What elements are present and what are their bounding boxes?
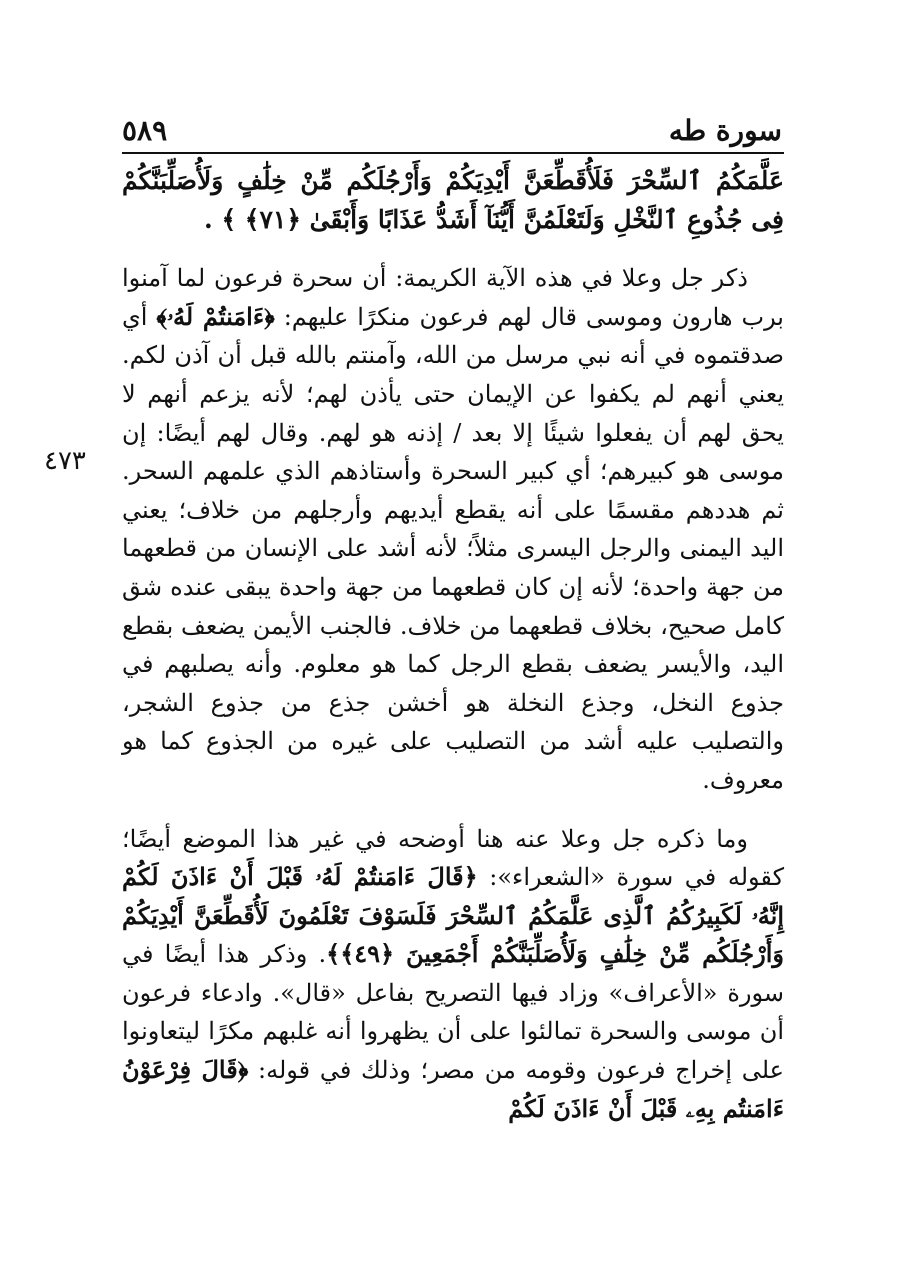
quran-verse-top: عَلَّمَكُمُ ٱلسِّحْرَ فَلَأُقَطِّعَنَّ أَيْدِيَكُمْ وَأَرْجُلَكُم مِّنْ خِلَٰفٍ وَلَأُصَلِّبَنَّكُمْ فِى جُذُوعِ ٱلنَّخْلِ وَلَتَعْلَمُنَّ أَيُّنَآ أَشَدُّ عَذَابًا وَأَبْقَىٰ ﴿٧١﴾ ﴾ . xyxy=(122,166,784,234)
paragraph-1-text-a: ذكر جل وعلا في هذه الآية الكريمة: أن سحرة فرعون لما آمنوا برب هارون وموسى قال لهم فرعون منكرًا عليهم: xyxy=(122,264,784,331)
page-body xyxy=(122,162,784,1128)
paragraph-1-text-b: أي صدقتموه في أنه نبي مرسل من الله، وآمنتم بالله قبل أن آذن لكم. يعني أنهم لم يكفوا عن الإيمان حتى يأذن لهم؛ لأنه يزعم أنهم لا يحق لهم أن يفعلوا شيئًا إلا بعد / إذنه هو لهم. وقال لهم أيضًا: إن موسى هو كبيرهم؛ أي كبير السحرة وأستاذهم الذي علمهم السحر. ثم هددهم مقسمًا على أنه يقطع أيديهم وأرجلهم من خلاف؛ يعني اليد اليمنى والرجل اليسرى مثلاً؛ لأنه أشد على الإنسان من قطعهما من جهة واحدة؛ لأنه إن كان قطعهما من جهة واحدة يبقى عنده شق كامل صحيح، بخلاف قطعهما من خلاف. فالجنب الأيمن يضعف بقطع اليد، والأيسر يضعف بقطع الرجل كما هو معلوم. وأنه يصلبهم في جذوع النخل، وجذع النخلة هو أخشن جذع من جذوع الشجر، والتصليب عليه أشد من التصليب على غيره من الجذوع كما هو معروف. xyxy=(122,302,785,794)
paragraph-gap xyxy=(122,800,784,820)
paragraph-gap xyxy=(122,239,784,259)
paragraph-2-quran-quote-1: ﴿قَالَ ءَامَنتُمْ لَهُۥ قَبْلَ أَنْ ءَاذَنَ لَكُمْ إِنَّهُۥ لَكَبِيرُكُمُ ٱلَّذِى عَلَّمَكُمُ ٱلسِّحْرَ فَلَسَوْفَ تَعْلَمُونَ لَأُقَطِّعَنَّ أَيْدِيَكُمْ وَأَرْجُلَكُم مِّنْ خِلَٰفٍ وَلَأُصَلِّبَنَّكُمْ أَجْمَعِينَ ﴿٤٩﴾﴾ xyxy=(122,862,784,969)
surah-title: سورة طه xyxy=(668,114,782,147)
margin-page-number: ٤٧٣ xyxy=(44,446,86,476)
paragraph-2 xyxy=(122,820,784,1129)
paragraph-1-quran-quote: ﴿ءَامَنتُمْ لَهُۥ﴾ xyxy=(156,301,275,331)
page-header xyxy=(122,108,782,152)
paragraph-2-text-b: . وذكر هذا أيضًا في سورة «الأعراف» وزاد فيها التصريح بفاعل «قال». وادعاء فرعون أن موسى والسحرة تمالئوا على أن يظهروا أنه غلبهم مكرًا ليتعاونوا على إخراج فرعون وقومه من مصر؛ وذلك في قوله: xyxy=(122,940,785,1085)
header-rule xyxy=(122,152,784,154)
paragraph-2-quran-quote-2: ﴿قَالَ فِرْعَوْنُ ءَامَنتُم بِهِۦ قَبْلَ أَنْ ءَاذَنَ لَكُمْ xyxy=(122,1055,784,1123)
page-number: ٥٨٩ xyxy=(122,114,168,147)
paragraph-2-text-a: وما ذكره جل وعلا عنه هنا أوضحه في غير هذا الموضع أيضًا؛ كقوله في سورة «الشعراء»: xyxy=(122,824,784,892)
paragraph-1 xyxy=(122,259,784,799)
